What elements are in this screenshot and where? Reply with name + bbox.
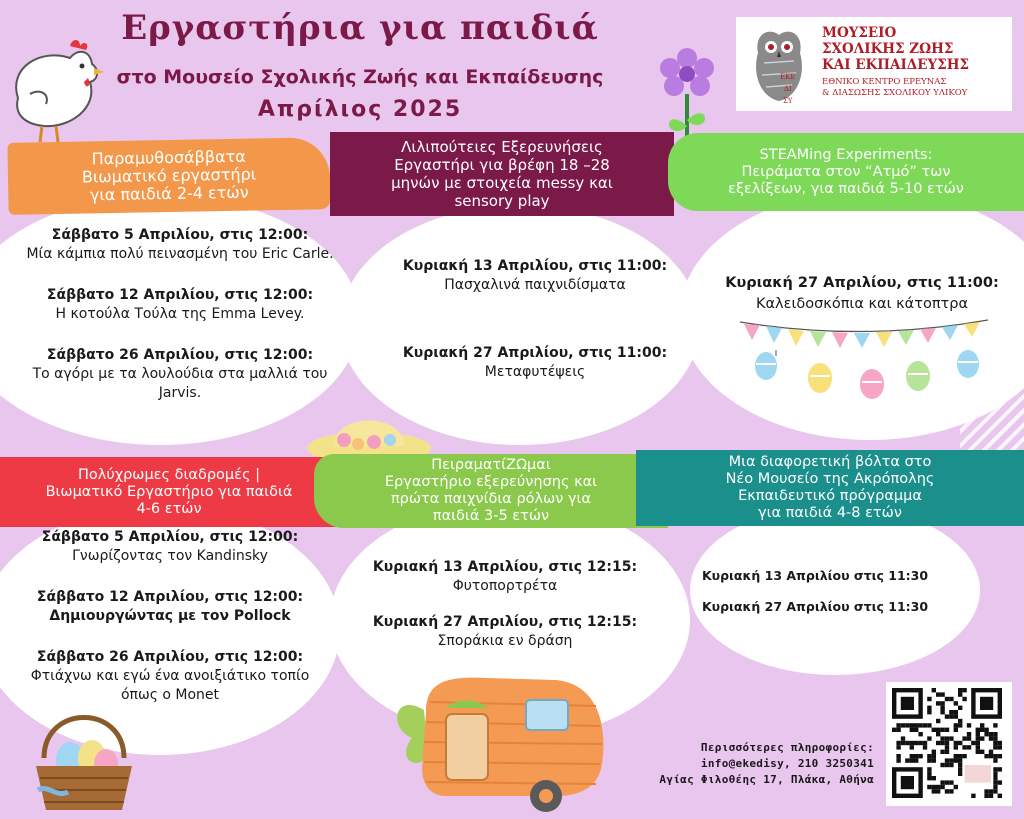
museum-subtitle-line: & ΔΙΑΣΩΣΗΣ ΣΧΟΛΙΚΟΥ ΥΛΙΚΟΥ bbox=[822, 88, 968, 98]
museum-name-line: ΣΧΟΛΙΚΗΣ ΖΩΗΣ bbox=[822, 41, 954, 57]
qr-code[interactable] bbox=[886, 682, 1012, 806]
session-date: Σάββατο 26 Απριλίου, στις 12:00: bbox=[36, 649, 304, 665]
workshop-banner-peiramatizomai bbox=[314, 454, 668, 528]
page-title: Εργαστήρια για παιδιά bbox=[121, 8, 599, 48]
banner-line: ΠειραματίΖΩμαι bbox=[431, 457, 551, 473]
banner-line: μηνών με στοιχεία messy και bbox=[391, 174, 613, 192]
banner-line: Βιωματικό Εργαστήριο για παιδιά bbox=[45, 483, 293, 500]
banner-line: Εργαστήρι για βρέφη 18 –28 bbox=[394, 156, 610, 174]
qr-code-image bbox=[892, 688, 1006, 800]
session-date: Κυριακή 13 Απριλίου στις 11:30 bbox=[701, 568, 929, 583]
banner-line: για παιδιά 2-4 ετών bbox=[89, 182, 249, 205]
session-date: Κυριακή 27 Απριλίου, στις 11:00: bbox=[402, 345, 668, 361]
museum-name bbox=[822, 25, 1008, 73]
owl-letter-2: ΔΙ bbox=[783, 85, 792, 93]
session-date: Κυριακή 13 Απριλίου, στις 12:15: bbox=[372, 559, 638, 575]
session-date: Κυριακή 13 Απριλίου, στις 11:00: bbox=[402, 258, 668, 274]
museum-logo bbox=[736, 17, 1012, 111]
session-title: Φτιάχνω και εγώ ένα ανοιξιάτικο τοπίο όπως ο Monet bbox=[30, 668, 310, 703]
session-title: Η κοτούλα Τούλα της Emma Levey. bbox=[55, 306, 305, 322]
owl-icon bbox=[744, 23, 814, 105]
owl-letter-3: ΣΥ bbox=[782, 97, 793, 105]
workshop-banner-polyxromes bbox=[0, 457, 338, 527]
session-title: Μία κάμπια πολύ πεινασμένη του Eric Carle. bbox=[26, 246, 334, 262]
workshop-banner-paramythosavvata bbox=[7, 137, 330, 215]
workshop-sessions-1 bbox=[8, 226, 352, 403]
owl-letter-1: ΕΚΕ bbox=[780, 73, 796, 81]
page-subtitle: στο Μουσείο Σχολικής Ζωής και Εκπαίδευσης bbox=[116, 66, 604, 88]
museum-subtitle bbox=[822, 77, 1010, 99]
workshop-sessions-3 bbox=[700, 274, 1024, 314]
banner-line: παιδιά 3-5 ετών bbox=[432, 508, 550, 524]
banner-line: 4-6 ετών bbox=[136, 500, 202, 517]
contact-email-phone[interactable]: info@ekedisy, 210 3250341 bbox=[700, 757, 874, 770]
banner-line: STEAMing Experiments: bbox=[759, 146, 933, 163]
banner-line: Νέο Μουσείο της Ακρόπολης bbox=[725, 471, 935, 487]
museum-name-line: ΜΟΥΣΕΙΟ bbox=[822, 25, 897, 41]
workshop-sessions-5 bbox=[340, 558, 670, 651]
banner-line: Πολύχρωμες διαδρομές | bbox=[77, 466, 260, 483]
banner-line: sensory play bbox=[454, 192, 550, 210]
flower-icon bbox=[652, 44, 722, 144]
session-title: Πασχαλινά παιχνιδίσματα bbox=[444, 277, 626, 293]
session-date: Κυριακή 27 Απριλίου, στις 12:15: bbox=[372, 614, 638, 630]
banner-line: Πειράματα στον “Ατμό” των bbox=[741, 163, 951, 180]
session-date: Σάββατο 5 Απριλίου, στις 12:00: bbox=[51, 227, 309, 243]
session-date: Κυριακή 27 Απριλίου, στις 11:00: bbox=[725, 275, 999, 291]
session-title: Γνωρίζοντας τον Kandinsky bbox=[72, 548, 268, 564]
session-date: Σάββατο 12 Απριλίου, στις 12:00: bbox=[36, 589, 304, 605]
banner-line: Λιλιπούτειες Εξερευνήσεις bbox=[401, 138, 603, 156]
banner-line: εξελίξεων, για παιδιά 5-10 ετών bbox=[728, 180, 964, 197]
egg-basket bbox=[28, 694, 140, 816]
session-date: Κυριακή 27 Απριλίου στις 11:30 bbox=[701, 599, 929, 614]
session-title: Καλειδοσκόπια και κάτοπτρα bbox=[755, 296, 969, 312]
contact-info bbox=[620, 740, 874, 788]
page-month: Απρίλιος 2025 bbox=[257, 97, 463, 122]
workshop-sessions-2 bbox=[360, 257, 710, 382]
workshop-sessions-4 bbox=[0, 528, 340, 705]
banner-line: Εκπαιδευτικό πρόγραμμα bbox=[738, 488, 922, 504]
session-title: Φυτοπορτρέτα bbox=[452, 578, 558, 594]
banner-line: Μια διαφορετική βόλτα στο bbox=[728, 454, 932, 470]
banner-line: πρώτα παιχνίδια ρόλων για bbox=[390, 491, 592, 507]
contact-label: Περισσότερες πληροφορίες: bbox=[700, 741, 874, 754]
workshop-banner-steaming bbox=[668, 133, 1024, 211]
session-title: Δημιουργώντας με τον Pollock bbox=[49, 608, 291, 624]
museum-name-line: ΚΑΙ ΕΚΠΑΙΔΕΥΣΗΣ bbox=[822, 57, 970, 73]
bunting-eggs bbox=[736, 316, 992, 408]
session-date: Σάββατο 5 Απριλίου, στις 12:00: bbox=[41, 529, 299, 545]
workshop-banner-akropoli bbox=[636, 450, 1024, 526]
contact-address: Αγίας Φιλοθέης 17, Πλάκα, Αθήνα bbox=[659, 773, 874, 786]
workshop-banner-liliputeies bbox=[330, 132, 674, 216]
session-title: Το αγόρι με τα λουλούδια στα μαλλιά του Jarvis. bbox=[32, 366, 328, 401]
banner-line: Βιωματικό εργαστήρι bbox=[81, 164, 257, 187]
caravan-illustration bbox=[386, 672, 616, 816]
session-date: Σάββατο 12 Απριλίου, στις 12:00: bbox=[46, 287, 314, 303]
workshop-sessions-6 bbox=[690, 566, 940, 616]
hen-illustration bbox=[0, 28, 110, 146]
banner-line: Εργαστήριο εξερεύνησης και bbox=[384, 474, 598, 490]
banner-line: για παιδιά 4-8 ετών bbox=[758, 505, 902, 521]
session-date: Σάββατο 26 Απριλίου, στις 12:00: bbox=[46, 347, 314, 363]
session-title: Σποράκια εν δράση bbox=[437, 633, 573, 649]
banner-line: Παραμυθοσάββατα bbox=[91, 146, 246, 169]
session-title: Μεταφυτέψεις bbox=[484, 364, 586, 380]
owl-letters bbox=[780, 71, 795, 107]
museum-subtitle-line: ΕΘΝΙΚΟ ΚΕΝΤΡΟ ΕΡΕΥΝΑΣ bbox=[822, 77, 947, 87]
